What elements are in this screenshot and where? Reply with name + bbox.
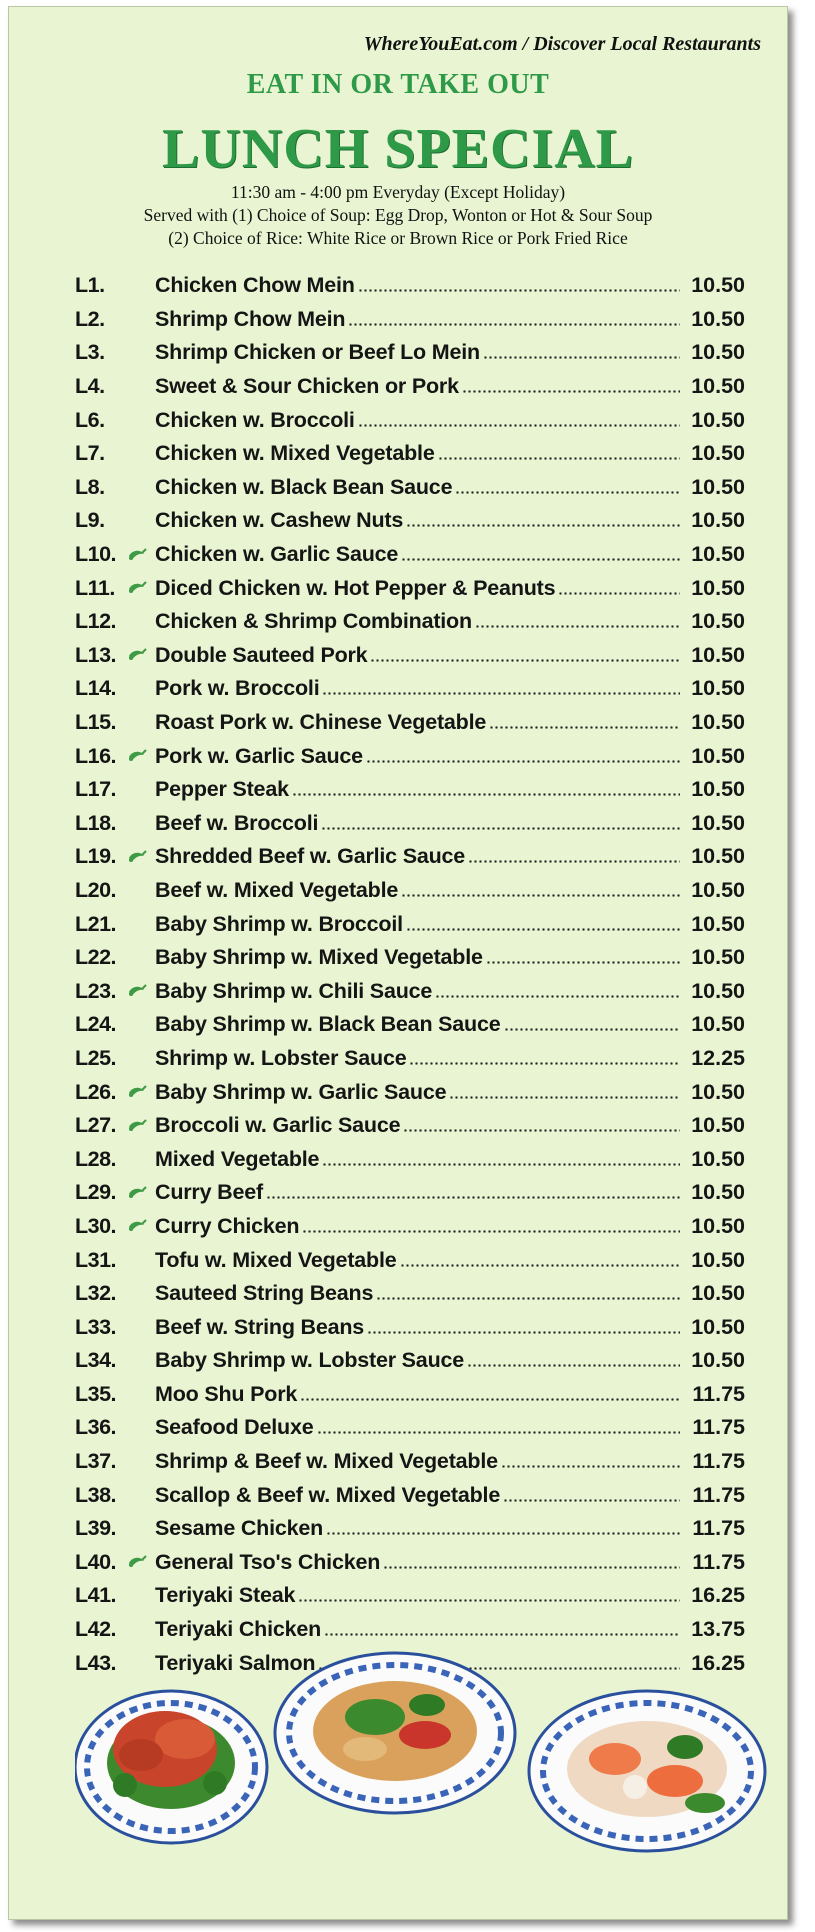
dot-leader (298, 1599, 680, 1602)
item-price: 10.50 (691, 1079, 745, 1104)
item-code: L9. (75, 508, 105, 533)
dot-leader (406, 928, 680, 931)
menu-item (75, 403, 745, 437)
menu-item (75, 571, 745, 605)
site-watermark: WhereYouEat.com / Discover Local Restaurants (363, 33, 761, 55)
item-code: L33. (75, 1314, 117, 1339)
hot-pepper-icon (127, 545, 155, 565)
dot-leader (367, 1331, 680, 1334)
menu-item (75, 1512, 745, 1546)
item-code: L2. (75, 306, 105, 331)
dot-leader (486, 961, 680, 964)
hot-pepper-icon (127, 1015, 155, 1035)
hot-pepper-icon (127, 1552, 155, 1572)
item-price: 11.75 (692, 1549, 745, 1574)
item-price: 10.50 (691, 474, 745, 499)
page-title: LUNCH SPECIAL (162, 118, 634, 180)
item-code: L32. (75, 1281, 117, 1306)
item-name: Mixed Vegetable (155, 1146, 320, 1171)
menu-item (75, 504, 745, 538)
hot-pepper-icon (127, 1586, 155, 1606)
hot-pepper-icon (127, 780, 155, 800)
dot-leader (302, 1230, 680, 1233)
item-name: Beef w. String Beans (155, 1314, 365, 1339)
dot-leader (401, 894, 680, 897)
hot-pepper-icon (127, 1452, 155, 1472)
item-price: 10.50 (691, 710, 745, 735)
dot-leader (358, 289, 680, 292)
menu-item (75, 370, 745, 404)
item-price: 10.50 (691, 1348, 745, 1373)
hot-pepper-icon (127, 1519, 155, 1539)
item-price: 10.50 (691, 1314, 745, 1339)
item-price: 10.50 (691, 676, 745, 701)
item-code: L26. (75, 1079, 117, 1104)
item-name: Teriyaki Salmon (155, 1650, 316, 1675)
item-code: L25. (75, 1045, 117, 1070)
item-name: Pork w. Garlic Sauce (155, 743, 363, 768)
item-name: Pepper Steak (155, 777, 289, 802)
item-price: 10.50 (691, 945, 745, 970)
hot-pepper-icon (127, 1418, 155, 1438)
hot-pepper-icon (127, 1250, 155, 1270)
dot-leader (468, 860, 680, 863)
item-code: L29. (75, 1180, 117, 1205)
item-code: L41. (75, 1583, 117, 1608)
hot-pepper-icon (127, 948, 155, 968)
menu-item (75, 941, 745, 975)
hot-pepper-icon (127, 1116, 155, 1136)
dot-leader (266, 1196, 680, 1199)
item-name: Curry Beef (155, 1180, 263, 1205)
item-price: 10.50 (691, 374, 745, 399)
item-code: L1. (75, 273, 105, 298)
menu-item (75, 1310, 745, 1344)
hot-pepper-icon (127, 276, 155, 296)
item-code: L39. (75, 1516, 117, 1541)
hot-pepper-icon (127, 1351, 155, 1371)
item-name: Sesame Chicken (155, 1516, 324, 1541)
dot-leader (455, 491, 680, 494)
dot-leader (406, 524, 680, 527)
item-price: 10.50 (691, 1113, 745, 1138)
rice-line: (2) Choice of Rice: White Rice or Brown Rice or Pork Fried Rice (168, 228, 628, 248)
menu-item (75, 1579, 745, 1613)
menu-item (75, 1344, 745, 1378)
item-price: 11.75 (692, 1516, 745, 1541)
item-price: 10.50 (691, 777, 745, 802)
dot-leader (409, 1062, 680, 1065)
menu-item (75, 1378, 745, 1412)
item-price: 11.75 (692, 1482, 745, 1507)
item-code: L43. (75, 1650, 117, 1675)
item-code: L27. (75, 1113, 117, 1138)
menu-item (75, 672, 745, 706)
item-name: Chicken w. Garlic Sauce (155, 542, 399, 567)
menu-item (75, 1546, 745, 1580)
item-code: L18. (75, 810, 117, 835)
hot-pepper-icon (127, 1620, 155, 1640)
item-price: 10.50 (691, 1281, 745, 1306)
menu-item (75, 1445, 745, 1479)
menu-item (75, 773, 745, 807)
dot-leader (366, 760, 680, 763)
item-code: L22. (75, 945, 117, 970)
dot-leader (475, 625, 680, 628)
menu-page (8, 6, 788, 1920)
shrimp-plate-icon (529, 1691, 765, 1851)
item-name: Chicken Chow Mein (155, 273, 355, 298)
item-name: Shrimp Chicken or Beef Lo Mein (155, 340, 480, 365)
item-name: Roast Pork w. Chinese Vegetable (155, 710, 487, 735)
hot-pepper-icon (127, 1183, 155, 1203)
item-price: 11.75 (692, 1415, 745, 1440)
item-name: Shrimp Chow Mein (155, 306, 346, 331)
item-price: 10.50 (691, 441, 745, 466)
menu-item (75, 1142, 745, 1176)
item-code: L10. (75, 542, 117, 567)
dot-leader (300, 1398, 680, 1401)
item-name: Shrimp w. Lobster Sauce (155, 1045, 407, 1070)
item-name: Diced Chicken w. Hot Pepper & Peanuts (155, 575, 556, 600)
item-code: L17. (75, 777, 117, 802)
hot-pepper-icon (127, 343, 155, 363)
menu-item (75, 1008, 745, 1042)
dot-leader (317, 1431, 681, 1434)
dot-leader (401, 558, 680, 561)
hot-pepper-icon (127, 847, 155, 867)
item-price: 10.50 (691, 877, 745, 902)
dot-leader (435, 995, 680, 998)
item-name: Beef w. Mixed Vegetable (155, 877, 399, 902)
dot-leader (558, 592, 680, 595)
item-price: 10.50 (691, 1213, 745, 1238)
item-name: Scallop & Beef w. Mixed Vegetable (155, 1482, 501, 1507)
item-name: Tofu w. Mixed Vegetable (155, 1247, 397, 1272)
hot-pepper-icon (127, 1048, 155, 1068)
item-code: L38. (75, 1482, 117, 1507)
item-name: Baby Shrimp w. Lobster Sauce (155, 1348, 465, 1373)
item-price: 10.50 (691, 844, 745, 869)
item-name: Teriyaki Chicken (155, 1617, 322, 1642)
hot-pepper-icon (127, 1317, 155, 1337)
item-code: L36. (75, 1415, 117, 1440)
item-price: 12.25 (691, 1045, 745, 1070)
item-code: L34. (75, 1348, 117, 1373)
menu-item (75, 739, 745, 773)
hot-pepper-icon (127, 1149, 155, 1169)
item-name: Seafood Deluxe (155, 1415, 314, 1440)
menu-item (75, 1109, 745, 1143)
hot-pepper-icon (127, 578, 155, 598)
item-name: Chicken w. Broccoli (155, 407, 355, 432)
item-price: 10.50 (691, 542, 745, 567)
dot-leader (403, 1129, 680, 1132)
item-code: L21. (75, 911, 117, 936)
item-name: Double Sauteed Pork (155, 642, 368, 667)
dot-leader (400, 1264, 681, 1267)
item-price: 10.50 (691, 340, 745, 365)
menu-item (75, 269, 745, 303)
dot-leader (483, 356, 680, 359)
dot-leader (326, 1532, 680, 1535)
item-code: L13. (75, 642, 117, 667)
item-name: Baby Shrimp w. Garlic Sauce (155, 1079, 447, 1104)
hot-pepper-icon (127, 444, 155, 464)
item-price: 10.50 (691, 575, 745, 600)
item-price: 13.75 (691, 1617, 745, 1642)
menu-item (75, 1210, 745, 1244)
menu-item (75, 471, 745, 505)
dot-leader (501, 1465, 680, 1468)
hot-pepper-icon (127, 1216, 155, 1236)
hot-pepper-icon (127, 410, 155, 430)
item-code: L7. (75, 441, 105, 466)
hot-pepper-icon (127, 309, 155, 329)
item-price: 10.50 (691, 642, 745, 667)
item-name: Sweet & Sour Chicken or Pork (155, 374, 459, 399)
hot-pepper-icon (127, 1082, 155, 1102)
item-name: Baby Shrimp w. Mixed Vegetable (155, 945, 483, 970)
item-name: Shrimp & Beef w. Mixed Vegetable (155, 1449, 498, 1474)
dot-leader (324, 1633, 680, 1636)
item-price: 10.50 (691, 609, 745, 634)
item-name: Beef w. Broccoli (155, 810, 319, 835)
menu-item (75, 706, 745, 740)
hot-pepper-icon (127, 813, 155, 833)
dot-leader (348, 323, 680, 326)
hot-pepper-icon (127, 914, 155, 934)
item-name: Pork w. Broccoli (155, 676, 320, 701)
menu-item (75, 1478, 745, 1512)
hot-pepper-icon (127, 377, 155, 397)
dot-leader (322, 692, 680, 695)
item-price: 16.25 (691, 1650, 745, 1675)
item-price: 10.50 (691, 1247, 745, 1272)
menu-item (75, 1277, 745, 1311)
dot-leader (462, 390, 680, 393)
menu-item (75, 874, 745, 908)
item-code: L23. (75, 978, 117, 1003)
item-name: Baby Shrimp w. Chili Sauce (155, 978, 433, 1003)
item-price: 10.50 (691, 1146, 745, 1171)
hot-pepper-icon (127, 1284, 155, 1304)
item-code: L28. (75, 1146, 117, 1171)
item-code: L6. (75, 407, 105, 432)
item-code: L30. (75, 1213, 117, 1238)
item-price: 10.50 (691, 911, 745, 936)
item-code: L40. (75, 1549, 117, 1574)
hot-pepper-icon (127, 679, 155, 699)
item-price: 10.50 (691, 1180, 745, 1205)
item-name: Broccoli w. Garlic Sauce (155, 1113, 401, 1138)
item-code: L35. (75, 1381, 117, 1406)
hours-line: 11:30 am - 4:00 pm Everyday (Except Holiday) (230, 182, 566, 202)
item-name: Curry Chicken (155, 1213, 300, 1238)
item-code: L3. (75, 340, 105, 365)
item-price: 10.50 (691, 1012, 745, 1037)
hot-pepper-icon (127, 713, 155, 733)
menu-item (75, 1613, 745, 1647)
menu-item (75, 1042, 745, 1076)
dot-leader (321, 827, 680, 830)
dot-leader (438, 457, 680, 460)
menu-item (75, 1075, 745, 1109)
hot-pepper-icon (127, 477, 155, 497)
menu-item (75, 807, 745, 841)
item-price: 11.75 (692, 1381, 745, 1406)
item-code: L4. (75, 374, 105, 399)
item-code: L24. (75, 1012, 117, 1037)
sesame-chicken-plate-icon (75, 1691, 267, 1843)
menu-item (75, 639, 745, 673)
item-price: 10.50 (691, 743, 745, 768)
item-name: Chicken w. Black Bean Sauce (155, 474, 453, 499)
menu-list (75, 269, 745, 1680)
item-code: L42. (75, 1617, 117, 1642)
dot-leader (504, 1028, 681, 1031)
menu-item (75, 1243, 745, 1277)
hot-pepper-icon (127, 880, 155, 900)
food-photos (75, 1643, 787, 1873)
item-code: L8. (75, 474, 105, 499)
dot-leader (358, 424, 680, 427)
item-price: 10.50 (691, 810, 745, 835)
hot-pepper-icon (127, 511, 155, 531)
hot-pepper-icon (127, 1384, 155, 1404)
soup-line: Served with (1) Choice of Soup: Egg Drop, Wonton or Hot & Sour Soup (143, 205, 653, 225)
item-name: Moo Shu Pork (155, 1381, 298, 1406)
item-code: L11. (75, 575, 115, 600)
dot-leader (370, 659, 680, 662)
item-name: Chicken w. Mixed Vegetable (155, 441, 435, 466)
item-price: 11.75 (692, 1449, 745, 1474)
hot-pepper-icon (127, 746, 155, 766)
hot-pepper-icon (127, 612, 155, 632)
mixed-vegetable-plate-icon (275, 1653, 515, 1813)
menu-item (75, 303, 745, 337)
item-price: 10.50 (691, 978, 745, 1003)
item-code: L15. (75, 710, 117, 735)
menu-item (75, 840, 745, 874)
menu-item (75, 336, 745, 370)
dot-leader (376, 1297, 680, 1300)
hot-pepper-icon (127, 981, 155, 1001)
hot-pepper-icon (127, 1485, 155, 1505)
menu-item (75, 437, 745, 471)
dot-leader (449, 1096, 680, 1099)
item-price: 10.50 (691, 508, 745, 533)
item-code: L16. (75, 743, 117, 768)
item-name: Baby Shrimp w. Broccoil (155, 911, 403, 936)
item-name: Shredded Beef w. Garlic Sauce (155, 844, 466, 869)
item-code: L37. (75, 1449, 117, 1474)
dot-leader (383, 1566, 680, 1569)
item-code: L19. (75, 844, 117, 869)
menu-item (75, 907, 745, 941)
item-code: L20. (75, 877, 117, 902)
item-code: L12. (75, 609, 117, 634)
menu-item (75, 538, 745, 572)
item-code: L31. (75, 1247, 117, 1272)
item-name: Sauteed String Beans (155, 1281, 374, 1306)
item-price: 10.50 (691, 407, 745, 432)
menu-item (75, 605, 745, 639)
hot-pepper-icon (127, 645, 155, 665)
item-price: 16.25 (691, 1583, 745, 1608)
item-name: Teriyaki Steak (155, 1583, 296, 1608)
item-name: Baby Shrimp w. Black Bean Sauce (155, 1012, 501, 1037)
dot-leader (322, 1163, 680, 1166)
menu-item (75, 1411, 745, 1445)
eat-in-heading: EAT IN OR TAKE OUT (246, 69, 550, 100)
item-price: 10.50 (691, 306, 745, 331)
dot-leader (467, 1364, 680, 1367)
item-code: L14. (75, 676, 117, 701)
item-name: Chicken w. Cashew Nuts (155, 508, 404, 533)
item-price: 10.50 (691, 273, 745, 298)
menu-item (75, 974, 745, 1008)
menu-item (75, 1176, 745, 1210)
item-name: General Tso's Chicken (155, 1549, 381, 1574)
dot-leader (489, 726, 680, 729)
dot-leader (503, 1499, 680, 1502)
item-name: Chicken & Shrimp Combination (155, 609, 472, 634)
dot-leader (292, 793, 680, 796)
